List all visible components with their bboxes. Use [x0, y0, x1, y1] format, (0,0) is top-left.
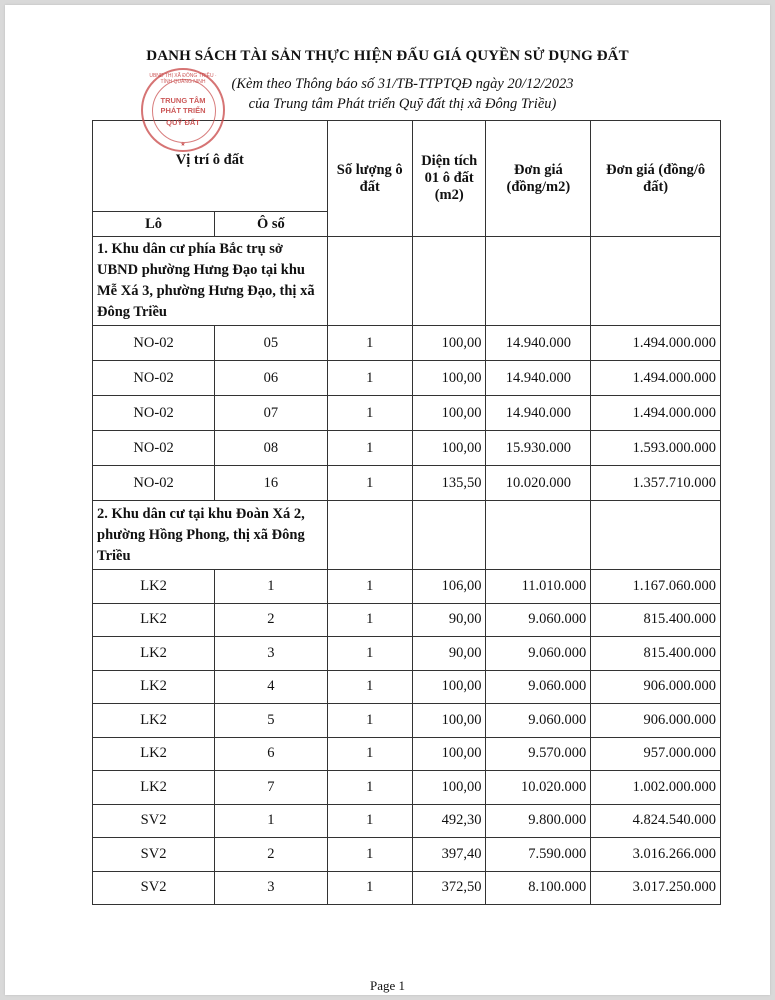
table-row [93, 804, 721, 838]
cell-quantity: 1 [327, 704, 412, 738]
table-row [93, 396, 721, 431]
cell-area: 100,00 [412, 771, 486, 805]
empty-cell [327, 501, 412, 570]
document-subtitle-line1: (Kèm theo Thông báo số 31/TB-TTPTQĐ ngày 20/12/2023 [231, 76, 574, 92]
cell-unit-price-m2: 10.020.000 [486, 771, 591, 805]
cell-unit-price-plot: 957.000.000 [591, 737, 721, 771]
header-quantity: Số lượng ô đất [327, 121, 412, 237]
cell-area: 100,00 [412, 326, 486, 361]
cell-quantity: 1 [327, 871, 412, 905]
cell-plot-no: 1 [215, 570, 327, 604]
table-row [93, 603, 721, 637]
cell-unit-price-plot: 815.400.000 [591, 637, 721, 671]
stamp-line2: PHÁT TRIỂN [160, 106, 206, 115]
cell-unit-price-m2: 9.060.000 [486, 704, 591, 738]
cell-unit-price-m2: 10.020.000 [486, 466, 591, 501]
stamp-line3: QUỸ ĐẤT [166, 118, 200, 127]
table-row [93, 670, 721, 704]
header-area: Diện tích 01 ô đất (m2) [412, 121, 486, 237]
cell-unit-price-plot: 3.017.250.000 [591, 871, 721, 905]
cell-lot: SV2 [93, 838, 215, 872]
cell-unit-price-plot: 4.824.540.000 [591, 804, 721, 838]
cell-lot: SV2 [93, 871, 215, 905]
empty-cell [591, 501, 721, 570]
stamp-line1: TRUNG TÂM [160, 96, 206, 105]
table-row [93, 871, 721, 905]
cell-unit-price-m2: 7.590.000 [486, 838, 591, 872]
cell-area: 100,00 [412, 396, 486, 431]
cell-area: 90,00 [412, 637, 486, 671]
header-unit-price-m2: Đơn giá (đồng/m2) [486, 121, 591, 237]
empty-cell [486, 501, 591, 570]
cell-quantity: 1 [327, 570, 412, 604]
cell-unit-price-m2: 9.570.000 [486, 737, 591, 771]
cell-unit-price-plot: 906.000.000 [591, 704, 721, 738]
cell-quantity: 1 [327, 326, 412, 361]
cell-plot-no: 16 [215, 466, 327, 501]
cell-area: 90,00 [412, 603, 486, 637]
cell-lot: LK2 [93, 570, 215, 604]
cell-lot: NO-02 [93, 326, 215, 361]
asset-table [92, 120, 721, 905]
cell-unit-price-m2: 14.940.000 [486, 396, 591, 431]
cell-area: 100,00 [412, 361, 486, 396]
cell-lot: LK2 [93, 637, 215, 671]
cell-area: 106,00 [412, 570, 486, 604]
section-row [93, 501, 721, 570]
document-subtitle-line2: của Trung tâm Phát triển Quỹ đất thị xã Đông Triều) [248, 96, 557, 112]
cell-lot: LK2 [93, 771, 215, 805]
cell-plot-no: 07 [215, 396, 327, 431]
cell-lot: NO-02 [93, 466, 215, 501]
cell-plot-no: 6 [215, 737, 327, 771]
table-row [93, 704, 721, 738]
cell-area: 135,50 [412, 466, 486, 501]
cell-quantity: 1 [327, 838, 412, 872]
cell-plot-no: 3 [215, 637, 327, 671]
cell-area: 100,00 [412, 431, 486, 466]
document-title: DANH SÁCH TÀI SẢN THỰC HIỆN ĐẤU GIÁ QUYỀN SỬ DỤNG ĐẤT [146, 48, 629, 64]
cell-area: 100,00 [412, 670, 486, 704]
cell-plot-no: 05 [215, 326, 327, 361]
stamp-ring-text: UBND THỊ XÃ ĐÔNG TRIỀU · TỈNH QUẢNG NINH [149, 73, 217, 85]
cell-unit-price-m2: 15.930.000 [486, 431, 591, 466]
cell-lot: LK2 [93, 670, 215, 704]
table-row [93, 737, 721, 771]
empty-cell [327, 237, 412, 326]
empty-cell [591, 237, 721, 326]
cell-area: 100,00 [412, 704, 486, 738]
empty-cell [412, 501, 486, 570]
cell-unit-price-plot: 1.167.060.000 [591, 570, 721, 604]
cell-lot: NO-02 [93, 361, 215, 396]
cell-unit-price-m2: 9.800.000 [486, 804, 591, 838]
cell-unit-price-plot: 1.494.000.000 [591, 396, 721, 431]
header-plot-no: Ô số [215, 212, 327, 237]
empty-cell [486, 237, 591, 326]
cell-lot: SV2 [93, 804, 215, 838]
empty-cell [412, 237, 486, 326]
cell-plot-no: 2 [215, 603, 327, 637]
table-row [93, 326, 721, 361]
section-row [93, 237, 721, 326]
cell-unit-price-m2: 14.940.000 [486, 326, 591, 361]
cell-area: 100,00 [412, 737, 486, 771]
cell-unit-price-m2: 9.060.000 [486, 670, 591, 704]
cell-plot-no: 7 [215, 771, 327, 805]
cell-unit-price-plot: 815.400.000 [591, 603, 721, 637]
cell-quantity: 1 [327, 637, 412, 671]
cell-lot: LK2 [93, 704, 215, 738]
cell-plot-no: 08 [215, 431, 327, 466]
cell-area: 492,30 [412, 804, 486, 838]
cell-plot-no: 1 [215, 804, 327, 838]
table-row [93, 771, 721, 805]
cell-unit-price-m2: 14.940.000 [486, 361, 591, 396]
table-row [93, 838, 721, 872]
cell-quantity: 1 [327, 396, 412, 431]
section-name: 1. Khu dân cư phía Bắc trụ sở UBND phường Hưng Đạo tại khu Mễ Xá 3, phường Hưng Đạo, thị xã Đông Triều [93, 237, 328, 326]
cell-area: 372,50 [412, 871, 486, 905]
table-row [93, 361, 721, 396]
cell-lot: LK2 [93, 737, 215, 771]
cell-quantity: 1 [327, 466, 412, 501]
cell-lot: NO-02 [93, 431, 215, 466]
cell-plot-no: 2 [215, 838, 327, 872]
cell-lot: NO-02 [93, 396, 215, 431]
table-row [93, 637, 721, 671]
cell-quantity: 1 [327, 603, 412, 637]
table-row [93, 431, 721, 466]
page-number: Page 1 [369, 978, 406, 993]
header-lot: Lô [93, 212, 215, 237]
cell-unit-price-m2: 11.010.000 [486, 570, 591, 604]
table-body [93, 237, 721, 905]
cell-plot-no: 4 [215, 670, 327, 704]
cell-plot-no: 06 [215, 361, 327, 396]
header-location: Vị trí ô đất [93, 121, 328, 212]
cell-unit-price-m2: 8.100.000 [486, 871, 591, 905]
cell-unit-price-plot: 1.357.710.000 [591, 466, 721, 501]
cell-quantity: 1 [327, 737, 412, 771]
cell-lot: LK2 [93, 603, 215, 637]
cell-quantity: 1 [327, 804, 412, 838]
cell-unit-price-plot: 1.002.000.000 [591, 771, 721, 805]
cell-quantity: 1 [327, 431, 412, 466]
cell-quantity: 1 [327, 670, 412, 704]
table-row [93, 466, 721, 501]
cell-unit-price-plot: 1.593.000.000 [591, 431, 721, 466]
cell-plot-no: 3 [215, 871, 327, 905]
cell-quantity: 1 [327, 771, 412, 805]
section-name: 2. Khu dân cư tại khu Đoàn Xá 2, phường Hồng Phong, thị xã Đông Triều [93, 501, 328, 570]
cell-unit-price-plot: 1.494.000.000 [591, 361, 721, 396]
stamp-star-icon: ★ [180, 142, 186, 148]
cell-unit-price-plot: 906.000.000 [591, 670, 721, 704]
header-unit-price-plot: Đơn giá (đồng/ô đất) [591, 121, 721, 237]
cell-area: 397,40 [412, 838, 486, 872]
cell-unit-price-plot: 3.016.266.000 [591, 838, 721, 872]
table-row [93, 570, 721, 604]
cell-unit-price-plot: 1.494.000.000 [591, 326, 721, 361]
cell-unit-price-m2: 9.060.000 [486, 603, 591, 637]
cell-plot-no: 5 [215, 704, 327, 738]
cell-quantity: 1 [327, 361, 412, 396]
cell-unit-price-m2: 9.060.000 [486, 637, 591, 671]
